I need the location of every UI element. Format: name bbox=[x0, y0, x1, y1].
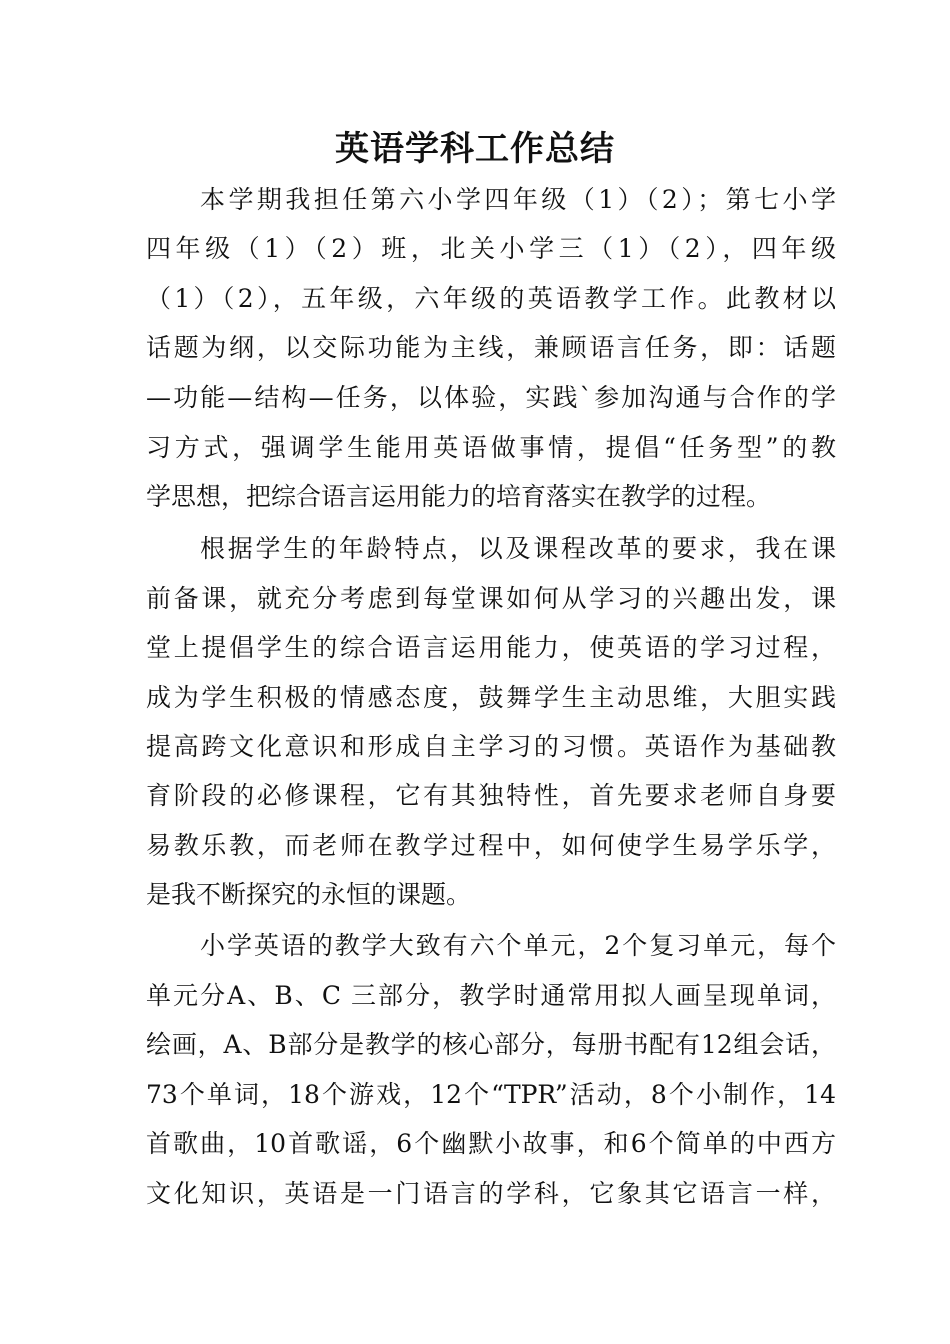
paragraph-1-line-5: —功能—结构—任务，以体验，实践`参加沟通与合作的学 bbox=[146, 383, 836, 412]
paragraph-2-line-5: 提高跨文化意识和形成自主学习的习惯。英语作为基础教 bbox=[146, 732, 836, 761]
paragraph-2-line-8: 是我不断探究的永恒的课题。 bbox=[146, 880, 472, 909]
paragraph-1-line-6: 习方式，强调学生能用英语做事情，提倡“任务型”的教 bbox=[146, 433, 836, 462]
paragraph-3-line-2: 单元分A、B、C 三部分，教学时通常用拟人画呈现单词， bbox=[146, 981, 836, 1010]
paragraph-2-line-7: 易教乐教，而老师在教学过程中，如何使学生易学乐学， bbox=[146, 831, 836, 860]
page-title: 英语学科工作总结 bbox=[335, 129, 615, 169]
paragraph-3-line-6: 文化知识，英语是一门语言的学科，它象其它语言一样， bbox=[146, 1179, 836, 1208]
paragraph-2-line-3: 堂上提倡学生的综合语言运用能力，使英语的学习过程， bbox=[146, 633, 836, 662]
paragraph-3-line-4: 73个单词，18个游戏，12个“TPR”活动，8个小制作，14 bbox=[146, 1080, 836, 1109]
paragraph-2-line-2: 前备课，就充分考虑到每堂课如何从学习的兴趣出发，课 bbox=[146, 584, 836, 613]
paragraph-2-line-1: 根据学生的年龄特点，以及课程改革的要求，我在课 bbox=[200, 534, 836, 563]
paragraph-1-line-7: 学思想，把综合语言运用能力的培育落实在教学的过程。 bbox=[146, 482, 772, 511]
paragraph-1-line-3: （1）（2），五年级，六年级的英语教学工作。此教材以 bbox=[146, 284, 836, 313]
paragraph-1-line-1: 本学期我担任第六小学四年级（1）（2）；第七小学 bbox=[200, 185, 836, 214]
paragraph-3-line-5: 首歌曲，10首歌谣，6个幽默小故事，和6个简单的中西方 bbox=[146, 1129, 836, 1158]
paragraph-3-line-3: 绘画，A、B部分是教学的核心部分，每册书配有12组会话， bbox=[146, 1030, 836, 1059]
paragraph-3-line-1: 小学英语的教学大致有六个单元，2个复习单元，每个 bbox=[200, 931, 836, 960]
paragraph-1-line-2: 四年级（1）（2）班，北关小学三（1）（2），四年级 bbox=[146, 234, 836, 263]
paragraph-2-line-4: 成为学生积极的情感态度，鼓舞学生主动思维，大胆实践 bbox=[146, 683, 836, 712]
paragraph-1-line-4: 话题为纲，以交际功能为主线，兼顾语言任务，即：话题 bbox=[146, 333, 836, 362]
paragraph-2-line-6: 育阶段的必修课程，它有其独特性，首先要求老师自身要 bbox=[146, 781, 836, 810]
